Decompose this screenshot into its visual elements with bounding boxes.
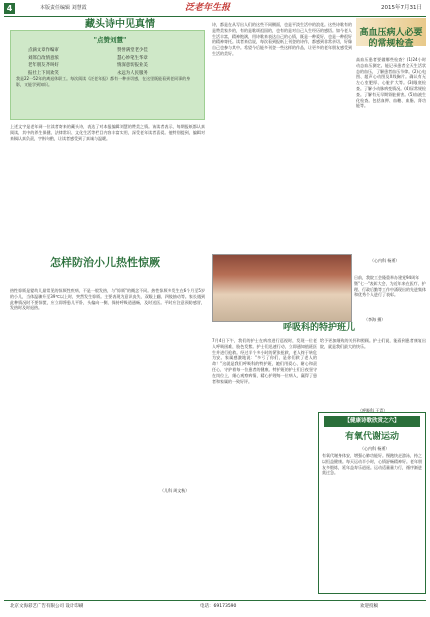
poem-line: 刘郎自改情意浓 [28, 55, 59, 61]
mid-column-text: 诗，都是在从写出人们的这些不同侧面，也是平淡生活中的浪花。这些诗歌有的是赞美家乡的，有的是歌颂祖国的，也有的是对自己人生经历的感悟。如今老人生活丰富，精神饱满，用诗歌来表达自己的心情，既是一种爱好，也是一种很好的精神寄托。读者来信说，每次看到报纸上刊登的诗作，都感到非常亲切，好像自己也参与其中。希望今后能多刊登一些这样的作品，让更多的老年朋友感受到生活的美好。 [212, 22, 352, 56]
article-title-febrile-seizure: 怎样防治小儿热性惊厥 [50, 256, 160, 269]
febrile-seizure-author: （儿科 周文秋） [160, 488, 190, 493]
hypertension-author: （心内科 杨勇） [370, 258, 400, 263]
photo-credit: （李海 摄） [364, 317, 386, 322]
poem-lines [28, 48, 198, 77]
poem-line: 点滴文章作编审 [28, 48, 59, 53]
poem-line: 老年朋友齐叫好 [28, 63, 59, 69]
poem-line: 报社上下同欢笑 [28, 70, 59, 76]
poem-title: "点赞刘慧" [93, 36, 127, 44]
award-ceremony-photo [212, 254, 352, 322]
article-title-respiratory: 呼吸科的特护班儿 [282, 323, 355, 333]
photo-caption: 日前，我院工会隆重举办建党94周年暨"七一"表彰大会，为近年来在医疗、护理、行政后勤等工作中涌现出的先进集体和优秀个人进行了表彰。 [354, 275, 426, 298]
poem-line: 永远为人民服务 [117, 70, 148, 76]
poem-appreciation-title: 有氧代谢运动 [344, 432, 399, 442]
article-title-cangtou: 藏头诗中见真情 [85, 19, 155, 30]
footer-contribute: 欢迎投稿 [360, 604, 378, 609]
respiratory-body-continued: 给予更加细致的关怀和照顾。护士们说，能看到患者康复出院，就是我们最大的快乐。 [320, 338, 426, 349]
poem-line: 慧心妙笔生华章 [117, 55, 148, 61]
febrile-seizure-body: 热性惊厥是婴幼儿最常见的惊厥性疾病，不是一般发热，与"惊厥"的概念不同。热性惊厥多发生在6个月至5岁的小儿，当体温骤升至39℃以上时，突然发生惊厥。主要表现为意识丧失、双眼上翻、四肢抽动等。家长遇到此种情况时不要惊慌，应立即将患儿平卧，头偏向一侧，保持呼吸道通畅，及时送医。平时应注意预防感冒，发热时及时退热。 [10, 288, 205, 311]
poem-appreciation-header: 【健康诗歌欣赏之六】 [324, 416, 420, 427]
poem-appreciation-author: （心内科 杨勇） [360, 446, 390, 451]
poem-line: 赞誉满堂老少佳 [117, 48, 148, 53]
editor-credit: 本版责任编辑 刘慧霞 [40, 5, 87, 11]
poem-note: 我是22一52年的离退休职工。每次阅读《泛老年报》都有一种亲切感，在这里既能看到老同事的身影，又能学到知识。 [16, 76, 191, 87]
issue-date: 2015年7月31日 [381, 5, 422, 11]
respiratory-body: 7月4日下午，我们的护士在病房进行巡视时，发现一位老人呼吸困难，脸色发紫。护士们迅速行动，立即通知值班医生并进行抢救。经过半个多小时的紧张抢救，老人终于转危为安。家属感激地说："多亏了你们，是你们救了老人的命！"这就是我们呼吸科的特护班，她们用爱心、耐心和责任心，守护着每一位患者的健康。特护班的护士们日夜坚守在岗位上，细心观察病情，精心护理每一位病人，赢得了患者和家属的一致好评。 [212, 338, 317, 384]
footer-printer: 北京文海彩艺广告有限公司 设计印刷 [10, 604, 84, 609]
footer-phone: 电话：69173590 [200, 604, 237, 609]
respiratory-author: （呼吸科 王青） [358, 408, 388, 413]
footer-rule [4, 600, 426, 601]
hypertension-body: 高血压患者要做哪些检查？(1)24小时动态血压测定。能记录患者全天生活状态的血压，了解患者血压节律。(2)心电图、超声心动图及X线胸片。确认有无左心室肥厚、心脏扩大等。(3)眼底检查。了解小动脉病变情况。(4)尿常规检查。了解有无早期肾脏损害。(5)血液生化检查。包括血钾、血糖、血脂、肾功能等。 [356, 57, 426, 109]
cangtou-body: 上述文字是老年网一位读者寄来的藏头诗，表达了对本报编辑刘慧的赞美之情。该读者表示，每期报纸都认真阅读，其中的养生保健、法律常识、文化生活等栏目内容丰富实用，深受老年读者喜爱。他特别提到，编辑对来稿认真负责，字斟句酌，让读者感受到了真诚与温暖。 [10, 124, 205, 141]
page-number: 4 [4, 3, 15, 14]
article-title-hypertension: 高血压病人必要的常规检查 [359, 28, 423, 49]
poem-appreciation-text: 有氧代谢身体安，增强心肺功能好。慢跑快走游泳，持之以恒益健康。每天运动半小时，心情舒畅精神好。老年朋友多锻炼，延年益寿乐逍遥。运动适量量力行，循序渐进莫过急。 [322, 453, 422, 476]
newspaper-logo: 泛老年生报 [185, 3, 231, 13]
poem-line: 情深意切报业美 [117, 63, 148, 69]
header-rule [4, 16, 426, 17]
